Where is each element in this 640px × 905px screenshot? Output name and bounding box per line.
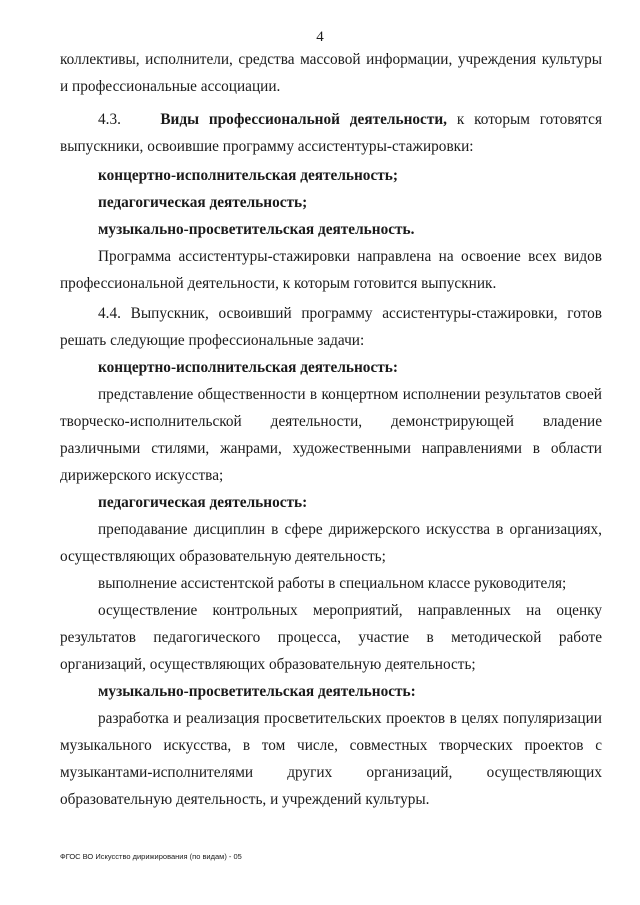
section-4-3 [60,106,602,160]
footer-note: ФГОС ВО Искусство дирижирования (по видам) - 05 [60,852,242,861]
document-body [60,46,602,813]
heading-music-education: музыкально-просветительская деятельность: [98,683,416,700]
task-assistant: выполнение ассистентской работы в специальном классе руководителя; [98,575,567,592]
activity-concert: концертно-исполнительская деятельность; [98,167,398,184]
heading-pedagogical: педагогическая деятельность: [98,494,308,511]
page-number: 4 [316,29,324,45]
paragraph-intro: коллективы, исполнители, средства массовой информации, учреждения культуры и профессиональные ассоциации. [60,51,602,95]
section-4-4: 4.4. Выпускник, освоивший программу ассистентуры-стажировки, готов решать следующие профессиональные задачи: [60,305,602,349]
task-teaching: преподавание дисциплин в сфере дирижерского искусства в организациях, осуществляющих образовательную деятельность; [60,521,602,565]
task-concert: представление общественности в концертном исполнении результатов своей творческо-исполнительской деятельности, демонстрирующей владение различными стилями, жанрами, художественными направлениями в области дирижерского искусства; [60,386,602,484]
section-4-3-heading: Виды профессиональной деятельности, [160,111,447,128]
paragraph-program: Программа ассистентуры-стажировки направлена на освоение всех видов профессиональной деятельности, к которым готовится выпускник. [60,248,602,292]
task-music-education: разработка и реализация просветительских проектов в целях популяризации музыкального искусства, в том числе, совместных творческих проектов с музыкантами-исполнителями других организаций, осуществляющих образовательную деятельность, и учреждений культуры. [60,710,602,808]
activity-pedagogical: педагогическая деятельность; [98,194,308,211]
activity-music-education: музыкально-просветительская деятельность. [98,221,415,238]
section-4-3-number: 4.3. [98,111,121,128]
heading-concert: концертно-исполнительская деятельность: [98,359,398,376]
task-control: осуществление контрольных мероприятий, направленных на оценку результатов педагогического процесса, участие в методической работе организаций, осуществляющих образовательную деятельность; [60,602,602,673]
section-4-3-text: к которым готовятся выпускники, освоившие программу ассистентуры-стажировки: [60,111,602,155]
